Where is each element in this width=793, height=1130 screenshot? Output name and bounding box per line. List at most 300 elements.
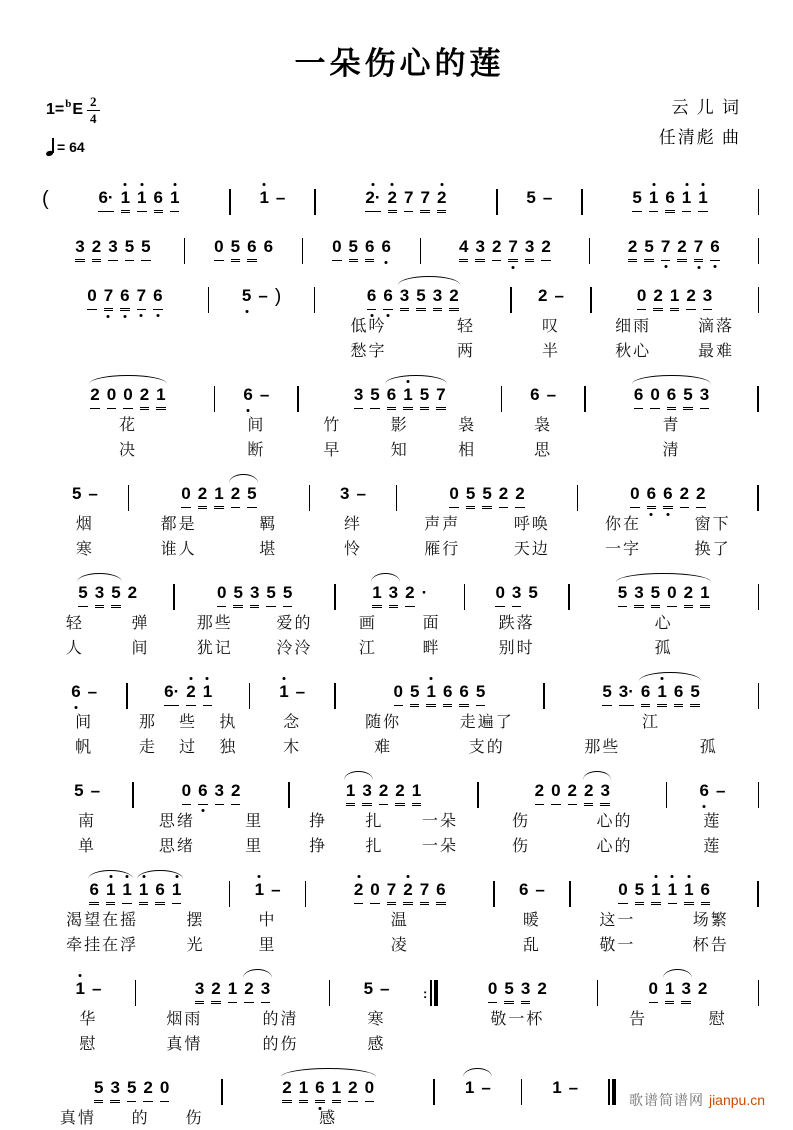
note-glyph: 2: [684, 584, 693, 608]
measure: [336, 570, 464, 660]
note-glyph: 6·: [164, 683, 179, 706]
lyric-syllable: 跌落: [498, 615, 535, 632]
measure-notes: [583, 175, 758, 215]
note-glyph: 1: [651, 881, 660, 905]
measure-notes: [128, 669, 249, 709]
note-glyph: 6: [641, 683, 650, 707]
note-glyph: 0: [650, 386, 659, 409]
lyric-syllable: 杯告: [692, 937, 729, 954]
note-glyph: 6: [89, 881, 98, 905]
note-glyph: 1: [412, 782, 421, 806]
measure: [129, 471, 308, 561]
lyric-syllable: 扎: [365, 813, 384, 830]
barline: [758, 980, 760, 1006]
note: [416, 287, 425, 311]
note-glyph: 1: [172, 881, 181, 904]
lyrics-line: [667, 833, 757, 858]
note-glyph: 5: [410, 683, 419, 707]
note: [426, 683, 435, 707]
note: [668, 881, 677, 904]
lyric-syllable: 声声: [424, 516, 461, 533]
dash-extension: [92, 980, 101, 999]
note-glyph: 2: [198, 485, 207, 509]
lyric-syllable: 细雨: [615, 318, 652, 335]
lyrics-line: [215, 412, 297, 437]
song-title: 一朵伤心的莲: [294, 46, 505, 81]
note: [701, 881, 710, 905]
note-glyph: 6: [381, 237, 391, 256]
note: [279, 683, 288, 702]
opening-paren: (: [42, 188, 49, 210]
lyrics-line: [465, 610, 568, 635]
note: [139, 881, 148, 905]
measure: [128, 669, 249, 759]
lyrics-line: [502, 437, 584, 462]
lyrics-line: [175, 610, 335, 635]
note-glyph: 1: [170, 189, 179, 212]
note: [632, 189, 641, 212]
note-glyph: 2: [186, 683, 195, 706]
slur-group: [383, 386, 449, 410]
note-glyph: 0: [649, 980, 658, 1003]
lyrics-line: [397, 511, 576, 536]
slur-group: [75, 584, 124, 608]
measure: [303, 224, 419, 264]
note: [379, 782, 388, 805]
note: [700, 386, 709, 410]
note-glyph: –: [87, 682, 98, 701]
note-glyph: 5: [241, 286, 252, 305]
note: [690, 683, 699, 707]
rest-note: [87, 287, 96, 310]
note-glyph: 7: [404, 189, 413, 212]
lyrics-line: [545, 709, 758, 734]
note-glyph: 5: [526, 188, 536, 207]
lyric-syllable: 心的: [596, 838, 633, 855]
lyric-syllable: 弹: [131, 615, 150, 632]
note: [420, 386, 429, 410]
note: [128, 584, 137, 603]
note: [78, 584, 87, 608]
note-glyph: 2: [140, 386, 149, 410]
lyric-syllable: 告: [629, 1011, 648, 1028]
lyric-syllable: 清: [662, 442, 681, 459]
note-glyph: 2: [537, 286, 548, 305]
lyric-syllable: 轻: [65, 615, 84, 632]
lyric-syllable: 间: [247, 417, 266, 434]
note-glyph: –: [258, 286, 268, 305]
lyric-syllable: 敬一杯: [490, 1011, 545, 1028]
note: [512, 584, 521, 607]
note-glyph: 3: [703, 287, 712, 310]
measure-notes: [502, 372, 584, 412]
note: [195, 980, 204, 1004]
rest-note: [630, 485, 639, 508]
lyrics-line: [306, 907, 493, 932]
measure-notes: [310, 471, 396, 511]
lyric-syllable: 中: [258, 912, 277, 929]
lyrics-line: [223, 1105, 434, 1130]
note-glyph: 6: [459, 683, 468, 707]
measure-notes: [522, 1065, 608, 1105]
note-glyph: 7: [420, 881, 429, 905]
note: [75, 238, 84, 262]
slur-group: [396, 287, 462, 311]
measure: [586, 372, 758, 462]
lyric-syllable: 叹: [541, 318, 560, 335]
note-glyph: 5: [94, 1079, 103, 1103]
slur-group: [661, 980, 694, 1004]
lyrics-line: [667, 808, 757, 833]
note-glyph: –: [259, 385, 270, 404]
measure-notes: [250, 669, 334, 709]
note-glyph: 6: [120, 287, 129, 311]
note-glyph: 0: [449, 485, 458, 508]
final-barline: [608, 1079, 616, 1105]
measure-notes: [299, 372, 501, 412]
rest-note: [618, 881, 627, 904]
lyric-syllable: 念: [283, 714, 302, 731]
note-glyph: 2: [628, 238, 637, 262]
rest-note: [160, 1079, 169, 1102]
note: [515, 485, 524, 508]
lyric-syllable: 换了: [694, 541, 731, 558]
flat-icon: b: [65, 98, 72, 110]
lyrics-line: [435, 1105, 521, 1130]
note: [244, 980, 253, 1003]
note: [233, 584, 242, 608]
measure-notes: [667, 768, 757, 808]
lyrics-line: [42, 808, 132, 833]
note-glyph: 5: [466, 485, 475, 509]
measure: [42, 669, 126, 759]
note-glyph: 5: [370, 386, 379, 409]
note: [641, 683, 650, 707]
lyrics-line: [215, 437, 297, 462]
lyrics-line: [42, 932, 229, 957]
lyric-syllable: 些: [179, 714, 198, 731]
note: [400, 287, 409, 311]
measure-notes: [495, 867, 570, 907]
lyric-syllable: 你在: [605, 516, 642, 533]
note: [404, 189, 413, 212]
slur-group: [369, 584, 402, 608]
lyric-syllable: 场繁: [692, 912, 729, 929]
note-glyph: 3: [362, 782, 371, 806]
note: [172, 881, 181, 905]
system: [42, 966, 759, 1056]
note: [602, 683, 611, 706]
note-glyph: 3: [400, 287, 409, 311]
composer-credit: 任清彪 曲: [658, 127, 741, 147]
note-glyph: 5: [504, 980, 513, 1004]
measure: [498, 175, 581, 215]
dash-extension: [271, 881, 280, 900]
note-glyph: 6: [710, 238, 719, 261]
note-glyph: 1: [665, 980, 674, 1004]
note-glyph: 2: [697, 979, 708, 998]
rest-note: [649, 980, 658, 1003]
note: [422, 584, 428, 603]
note: [568, 782, 577, 805]
lyric-syllable: 断: [247, 442, 266, 459]
note-glyph: 3: [250, 584, 259, 608]
note-glyph: 2: [231, 485, 240, 508]
lyrics-line: [495, 907, 570, 932]
measure-notes: [209, 273, 313, 313]
measure: [175, 570, 335, 660]
note-glyph: 5: [476, 683, 485, 706]
note-glyph: 2: [379, 782, 388, 805]
note: [465, 1079, 474, 1098]
note: [259, 189, 268, 208]
lyrics-line: [571, 932, 758, 957]
note-glyph: 5: [141, 238, 150, 261]
lyric-syllable: 面: [422, 615, 441, 632]
lyrics-line: [175, 635, 335, 660]
measure: [502, 372, 584, 462]
note-glyph: 5: [74, 781, 84, 800]
dash-extension: [716, 782, 725, 801]
footer: [629, 1090, 765, 1110]
note-glyph: 7: [436, 386, 445, 410]
lyrics-line: [479, 833, 666, 858]
note-glyph: 0: [637, 287, 646, 310]
note-glyph: 2: [584, 782, 593, 806]
measure: [667, 768, 757, 858]
lyric-syllable: 爱的: [276, 615, 313, 632]
note-glyph: 1: [279, 682, 289, 701]
note-glyph: 7: [420, 189, 429, 213]
note: [211, 980, 220, 1004]
measure-notes: [336, 570, 464, 610]
note-glyph: 5: [125, 238, 134, 261]
note-glyph: 1: [403, 386, 412, 410]
note-glyph: 0: [107, 386, 116, 409]
note-glyph: 6: [667, 386, 676, 410]
note: [137, 189, 146, 212]
lyric-syllable: 木: [283, 739, 302, 756]
note: [703, 287, 712, 310]
note: [698, 980, 707, 999]
note-glyph: –: [275, 188, 286, 207]
note: [387, 386, 396, 410]
measure: [590, 224, 757, 264]
rest-note: [107, 386, 116, 410]
note: [684, 881, 693, 905]
note: [628, 238, 637, 262]
note: [437, 189, 446, 213]
lyrics-line: [592, 338, 758, 363]
measure-notes: [421, 224, 588, 264]
note-glyph: 6: [365, 238, 374, 262]
lyric-syllable: 真情: [166, 1036, 203, 1053]
note: [420, 881, 429, 905]
note: [698, 189, 707, 212]
lyric-syllable: 一朵: [421, 838, 458, 855]
note-glyph: 3: [389, 584, 398, 608]
measure: [522, 1065, 608, 1130]
time-signature: [87, 95, 100, 125]
lyric-syllable: 慰: [708, 1011, 727, 1028]
lyric-syllable: 孤: [654, 640, 673, 657]
lyrics-line: [598, 1031, 757, 1056]
lyric-syllable: 畔: [422, 640, 441, 657]
lyrics-line: [290, 833, 477, 858]
note: [120, 287, 129, 311]
lyric-syllable: 莲: [703, 813, 722, 830]
measure-notes: [223, 1065, 434, 1105]
time-signature-beats: 2: [87, 95, 100, 111]
lyrics-line: [578, 536, 757, 561]
note: [521, 980, 530, 1004]
note-glyph: 1: [203, 683, 212, 706]
note-glyph: 1: [121, 189, 130, 213]
note-glyph: 1: [372, 584, 381, 608]
note: [405, 584, 414, 607]
lyrics-line: [42, 833, 132, 858]
rest-note: [394, 683, 403, 706]
lyrics-line: [42, 1031, 135, 1056]
dash-extension: [380, 980, 389, 999]
lyric-syllable: 寒: [367, 1011, 386, 1028]
note-glyph: 2: [653, 287, 662, 311]
note-glyph: 2: [403, 881, 412, 905]
note: [696, 485, 705, 508]
measure-notes: [570, 570, 758, 610]
lyric-syllable: 的清: [262, 1011, 299, 1028]
note-glyph: 5: [632, 189, 641, 212]
lyrics-line: [42, 412, 214, 437]
brand-link[interactable]: jianpu.cn: [708, 1092, 765, 1108]
system: [42, 867, 759, 957]
note-glyph: 0: [182, 782, 191, 805]
lyric-syllable: 思绪: [158, 813, 195, 830]
note-glyph: 6: [634, 386, 643, 409]
note: [449, 287, 458, 311]
note: [365, 238, 374, 262]
note-glyph: ·: [421, 583, 428, 602]
note-glyph: 1: [684, 881, 693, 905]
lyric-syllable: 真情: [59, 1110, 96, 1127]
barline: [758, 584, 760, 610]
note: [110, 1079, 119, 1103]
note-glyph: –: [542, 188, 553, 207]
lyric-syllable: 华: [79, 1011, 98, 1028]
note: [92, 238, 101, 262]
note-glyph: 6: [243, 385, 253, 404]
measure-notes: [397, 471, 576, 511]
note: [389, 584, 398, 608]
lyric-syllable: 这一: [599, 912, 636, 929]
note-glyph: 2: [696, 485, 705, 508]
lyric-syllable: 乱: [522, 937, 541, 954]
measure: [435, 1065, 521, 1130]
lyrics-line: [336, 635, 464, 660]
lyric-syllable: 决: [118, 442, 137, 459]
note: [519, 881, 528, 900]
measure: [578, 471, 757, 561]
lyric-syllable: 孤: [699, 739, 718, 756]
note: [156, 386, 165, 410]
note: [657, 683, 666, 707]
barline: [758, 782, 760, 808]
measure-notes: [336, 669, 543, 709]
rest-note: [495, 584, 504, 607]
lyrics-line: [134, 808, 289, 833]
lyric-syllable: 别时: [498, 640, 535, 657]
lyrics-line: [495, 932, 570, 957]
note-glyph: ): [274, 286, 282, 307]
measure-notes: [42, 471, 128, 511]
note: [647, 485, 656, 509]
lyrics-line: [571, 907, 758, 932]
rest-note: [637, 287, 646, 310]
lyric-syllable: 袅: [534, 417, 553, 434]
time-signature-unit: 4: [90, 111, 97, 126]
note: [89, 881, 98, 905]
note: [634, 584, 643, 608]
measure-notes: [479, 768, 666, 808]
measure-notes: [42, 966, 135, 1006]
note: [535, 782, 544, 805]
measure-notes: [598, 966, 757, 1006]
note-glyph: 2: [449, 287, 458, 311]
lyric-syllable: 泠泠: [276, 640, 313, 657]
measure: [495, 867, 570, 957]
lyrics-line: [230, 932, 305, 957]
note: [436, 386, 445, 410]
note: [681, 980, 690, 1004]
lyric-syllable: 江: [642, 714, 661, 731]
note-glyph: 0: [87, 287, 96, 310]
dash-extension: [296, 683, 305, 702]
note-glyph: 1: [670, 287, 679, 311]
measure: [230, 867, 305, 957]
note: [538, 287, 547, 306]
note-glyph: 2·: [365, 189, 380, 212]
rest-note: [667, 584, 676, 608]
lyrics-line: [336, 734, 543, 759]
note-glyph: 1: [346, 782, 355, 806]
note-glyph: 6: [663, 485, 672, 509]
lyric-syllable: 的: [131, 1110, 150, 1127]
barline: [608, 1079, 610, 1105]
note-glyph: 3: [95, 584, 104, 608]
key-tonic: E: [72, 101, 84, 118]
dash-extension: [88, 683, 97, 702]
note-glyph: –: [90, 781, 101, 800]
note: [475, 238, 484, 262]
note-glyph: 2: [568, 782, 577, 805]
lyric-syllable: 思绪: [158, 838, 195, 855]
lyric-syllable: 间: [75, 714, 94, 731]
note-glyph: –: [271, 880, 281, 899]
lyric-syllable: 渴望在摇: [66, 912, 139, 929]
note-glyph: 7: [661, 238, 670, 261]
lyrics-line: [134, 833, 289, 858]
note: [261, 980, 270, 1003]
note: [365, 189, 380, 212]
note-glyph: 1: [657, 683, 666, 707]
measure: [215, 372, 297, 462]
note: [111, 584, 120, 608]
measure: [42, 966, 135, 1056]
lyric-syllable: 扎: [365, 838, 384, 855]
note-glyph: 6: [247, 238, 256, 262]
note-glyph: 6: [263, 237, 274, 256]
lyric-syllable: 相: [458, 442, 477, 459]
